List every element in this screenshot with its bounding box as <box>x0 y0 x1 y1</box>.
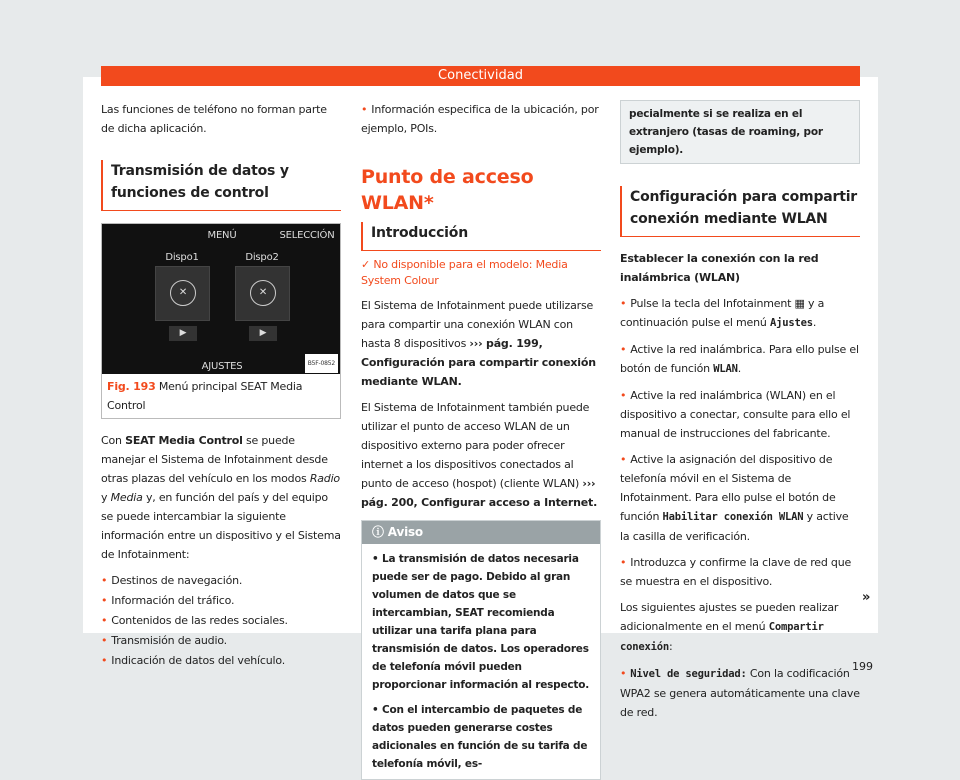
notice-box <box>361 520 601 780</box>
seleccion-tab: SELECCIÓN <box>279 230 335 241</box>
list-item: • Información especifica de la ubicación, por ejemplo, POIs. <box>361 103 599 135</box>
figure-193 <box>101 223 341 419</box>
notice-continuation: pecialmente si se realiza en el extranjero (tasas de roaming, por ejemplo). <box>620 100 860 164</box>
list-item: • Información del tráfico. <box>101 594 235 607</box>
play-icon: ▶ <box>249 326 277 341</box>
list-item: • Indicación de datos del vehículo. <box>101 654 285 667</box>
ajustes-tab: AJUSTES <box>201 361 243 372</box>
menu-tab: MENÚ <box>207 230 237 241</box>
chapter-header: Conectividad <box>101 66 860 86</box>
transfer-icon: ✕ <box>170 280 196 306</box>
page-link[interactable]: ››› pág. 200, Configurar acceso a Internet. <box>361 477 598 509</box>
device-tile-1 <box>155 266 210 321</box>
device-tile-2 <box>235 266 290 321</box>
page-link[interactable]: ››› pág. 199, Configuración para compartir conexión mediante WLAN. <box>361 337 596 388</box>
column-1 <box>101 100 341 671</box>
continued-marker: » <box>862 590 871 605</box>
list-item: • Pulse la tecla del Infotainment ▦ y a continuación pulse el menú Ajustes. <box>620 297 825 329</box>
infotainment-menu-icon: ▦ <box>794 297 805 310</box>
dispo1-label: Dispo1 <box>165 252 199 263</box>
figure-caption <box>102 374 340 418</box>
media-control-screen <box>102 224 340 374</box>
subheading: Establecer la conexión con la red inalámbrica (WLAN) <box>620 252 819 284</box>
column-2 <box>361 100 601 780</box>
figure-code: B5F-0852 <box>305 354 338 373</box>
paragraph: El Sistema de Infotainment también puede utilizar el punto de acceso WLAN de un dispositivo externo para poder ofrecer internet a los dispositivos conectados al punto de acceso (hospot) (cliente WLAN) ››› pág. 200, Configurar acceso a Internet. <box>361 401 598 509</box>
notice-body <box>362 544 600 779</box>
paragraph: El Sistema de Infotainment puede utilizarse para compartir una conexión WLAN con hasta 8 dispositivos ››› pág. 199, Configuración para compartir conexión mediante WLAN. <box>361 299 596 388</box>
list-item: • Active la red inalámbrica. Para ello pulse el botón de función WLAN. <box>620 343 859 375</box>
list-item: • Active la asignación del dispositivo de telefonía móvil en el Sistema de Infotainment. Para ello pulse el botón de función Habilitar conexión WLAN y active la casilla de verificación. <box>620 453 849 543</box>
list-item: • Nivel de seguridad: Con la codificación WPA2 se genera automáticamente una clave de red. <box>620 667 860 719</box>
availability-note: ✓ No disponible para el modelo: Media System Colour <box>361 258 568 287</box>
list-item: • Contenidos de las redes sociales. <box>101 614 288 627</box>
list-item: • Active la red inalámbrica (WLAN) en el dispositivo a conectar, consulte para ello el manual de instrucciones del fabricante. <box>620 389 851 440</box>
list-item: • Transmisión de audio. <box>101 634 227 647</box>
page-number: 199 <box>852 660 873 673</box>
dispo2-label: Dispo2 <box>245 252 279 263</box>
section-heading: Introducción <box>361 222 601 251</box>
intro-text: Las funciones de teléfono no forman parte de dicha aplicación. <box>101 103 327 135</box>
section-heading: Transmisión de datos y funciones de control <box>101 160 341 211</box>
paragraph: Los siguientes ajustes se pueden realizar adicionalmente en el menú Compartir conexión: <box>620 601 839 653</box>
bullet-list <box>101 571 341 671</box>
chapter-title: Punto de acceso WLAN* <box>361 166 534 214</box>
transfer-icon: ✕ <box>250 280 276 306</box>
column-3 <box>620 100 860 729</box>
list-item: • La transmisión de datos necesaria puede ser de pago. Debido al gran volumen de datos que se intercambian, SEAT recomienda utilizar una tarifa plana para transmisión de datos. Los operadores de telefonía móvil pueden proporcionar información al respecto. <box>372 553 590 691</box>
caption-text: Menú principal SEAT Media Control <box>107 380 303 412</box>
info-icon: ⓘ <box>372 525 384 539</box>
list-item: • Con el intercambio de paquetes de datos pueden generarse costes adicionales en función de su tarifa de telefonía móvil, es- <box>372 704 588 770</box>
play-icon: ▶ <box>169 326 197 341</box>
list-item: • Introduzca y confirme la clave de red que se muestra en el dispositivo. <box>620 556 852 588</box>
figure-label: Fig. 193 <box>107 380 156 393</box>
list-item: • Destinos de navegación. <box>101 574 243 587</box>
paragraph: Con SEAT Media Control se puede manejar el Sistema de Infotainment desde otras plazas del vehículo en los modos Radio y Media y, en función del país y del equipo se puede intercambiar la siguiente información entre un dispositivo y el Sistema de Infotainment: <box>101 434 341 561</box>
section-heading: Configuración para compartir conexión mediante WLAN <box>620 186 860 237</box>
notice-header: ⓘ Aviso <box>362 521 600 544</box>
